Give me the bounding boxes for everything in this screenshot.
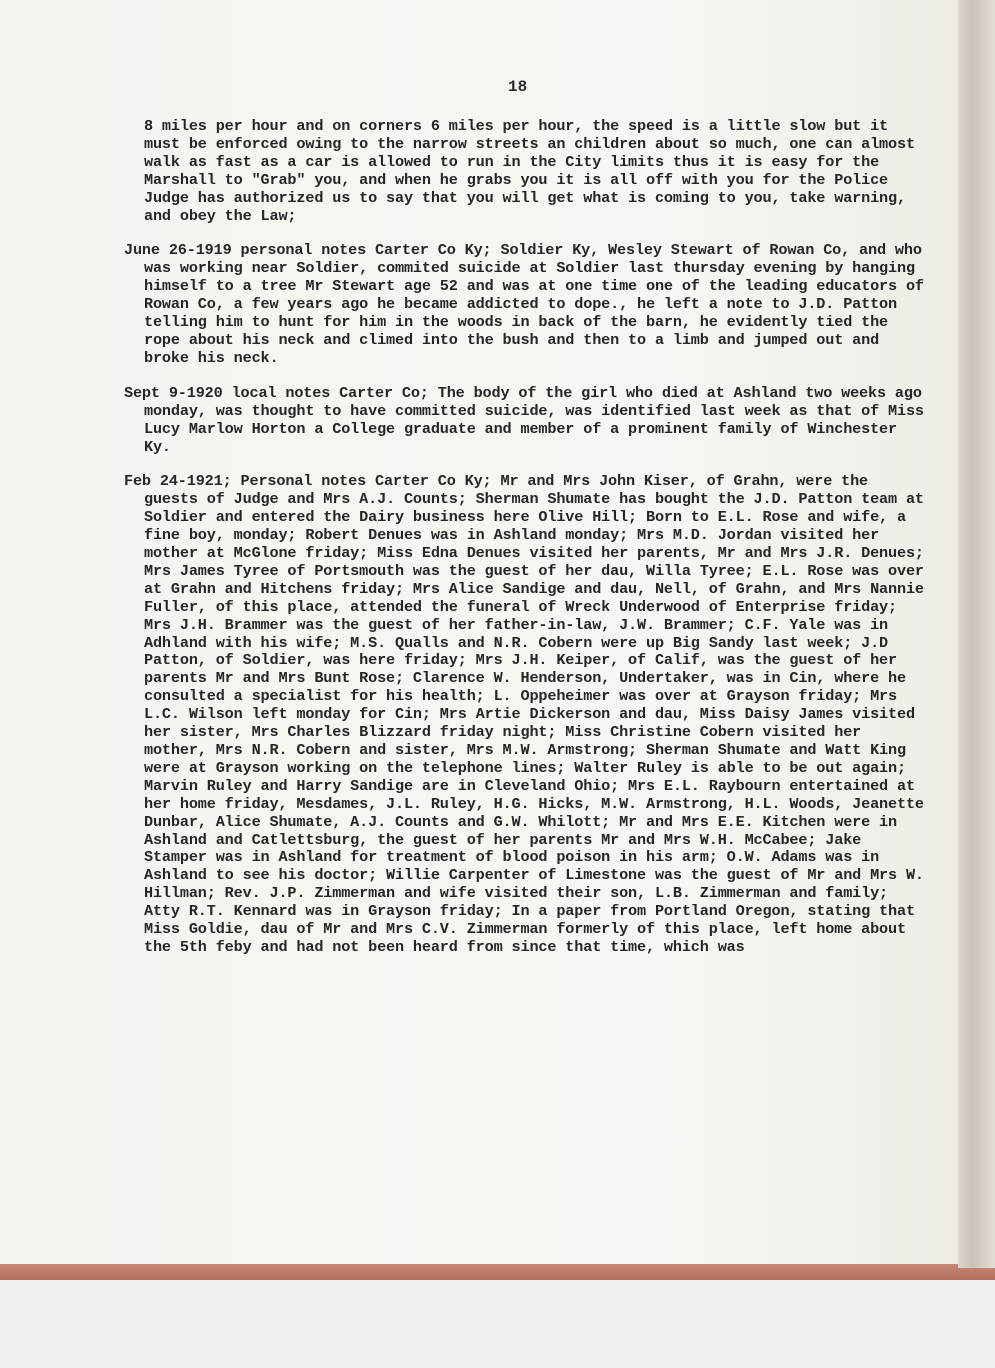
paragraph-feb-1921: Feb 24-1921; Personal notes Carter Co Ky; Mr and Mrs John Kiser, of Grahn, were the guests of Judge and Mrs A.J. Counts; Sherman Shumate has bought the J.D. Patton team at Soldier and entered the Dairy business here Olive Hill; Born to E.L. Rose and wife, a fine boy, monday; Robert Denues was in Ashland monday; Mrs M.D. Jordan visited her mother at McGlone friday; Miss Edna Denues visited her parents, Mr and Mrs J.R. Denues; Mrs James Tyree of Portsmouth was the guest of her dau, Willa Tyree; E.L. Rose was over at Grahn and Hitchens friday; Mrs Alice Sandige and dau, Nell, of Grahn, and Mrs Nannie Fuller, of this place, attended the funeral of Wreck Underwood of Enterprise friday; Mrs J.H. Brammer was the guest of her father-in-law, J.W. Brammer; C.F. Yale was in Adhland with his wife; M.S. Qualls and N.R. Cobern were up Big Sandy last week; J.D Patton, of Soldier, was here friday; Mrs J.H. Keiper, of Calif, was the guest of her parents Mr and Mrs Bunt Rose; Clarence W. Henderson, Undertaker, was in Cin, where he consulted a specialist for his health; L. Oppeheimer was over at Grayson friday; Mrs L.C. Wilson left monday for Cin; Mrs Artie Dickerson and dau, Miss Daisy James visited her sister, Mrs Charles Blizzard friday night; Miss Christine Cobern visited her mother, Mrs N.R. Cobern and sister, Mrs M.W. Armstrong; Sherman Shumate and Watt King were at Grayson working on the telephone lines; Walter Ruley is able to be out again; Marvin Ruley and Harry Sandige are in Cleveland Ohio; Mrs E.L. Raybourn entertained at her home friday, Mesdames, J.L. Ruley, H.G. Hicks, M.W. Armstrong, H.L. Woods, Jeanette Dunbar, Alice Shumate, A.J. Counts and G.W. Whilott; Mr and Mrs E.E. Kitchen were in Ashland and Catlettsburg, the guest of her parents Mr and Mrs W.H. McCabee; Jake Stamper was in Ashland for treatment of blood poison in his arm; O.W. Adams was in Ashland to see his doctor; Willie Carpenter of Limestone was the guest of Mr and Mrs W. Hillman; Rev. J.P. Zimmerman and wife visited their son, L.B. Zimmerman and family; Atty R.T. Kennard was in Grayson friday; In a paper from Portland Oregon, stating that Miss Goldie, dau of Mr and Mrs C.V. Zimmerman formerly of this place, left home about the 5th feby and had not been heard from since that time, which was	[124, 472, 933, 956]
book-cover-edge	[0, 1262, 995, 1280]
paragraph-speed-limit: 8 miles per hour and on corners 6 miles per hour, the speed is a little slow but it must be enforced owing to the narrow streets an children about so much, one can almost walk as fast as a car is allowed to run in the City limits thus it is easy for the Marshall to "Grab" you, and when he grabs you it is all off with you for the Police Judge has authorized us to say that you will get what is coming to you, take warning, and obey the Law;	[144, 117, 924, 225]
desk-surface	[0, 1272, 995, 1368]
page-body	[124, 117, 933, 974]
paragraph-sept-1920: Sept 9-1920 local notes Carter Co; The body of the girl who died at Ashland two weeks ago monday, was thought to have committed suicide, was identified last week as that of Miss Lucy Marlow Horton a College graduate and member of a prominent family of Winchester Ky.	[124, 383, 933, 456]
book-spine	[958, 0, 995, 1268]
paragraph-june-1919: June 26-1919 personal notes Carter Co Ky; Soldier Ky, Wesley Stewart of Rowan Co, and who was working near Soldier, commited suicide at Soldier last thursday evening by hanging himself to a tree Mr Stewart age 52 and was at one time one of the leading educators of Rowan Co, a few years ago he became addicted to dope., he left a note to J.D. Patton telling him to hunt for him in the woods in back of the barn, he evidently tied the rope about his neck and climed into the bush and then to a limb and jumped out and broke his neck.	[124, 241, 933, 367]
page-number: 18	[508, 78, 528, 96]
